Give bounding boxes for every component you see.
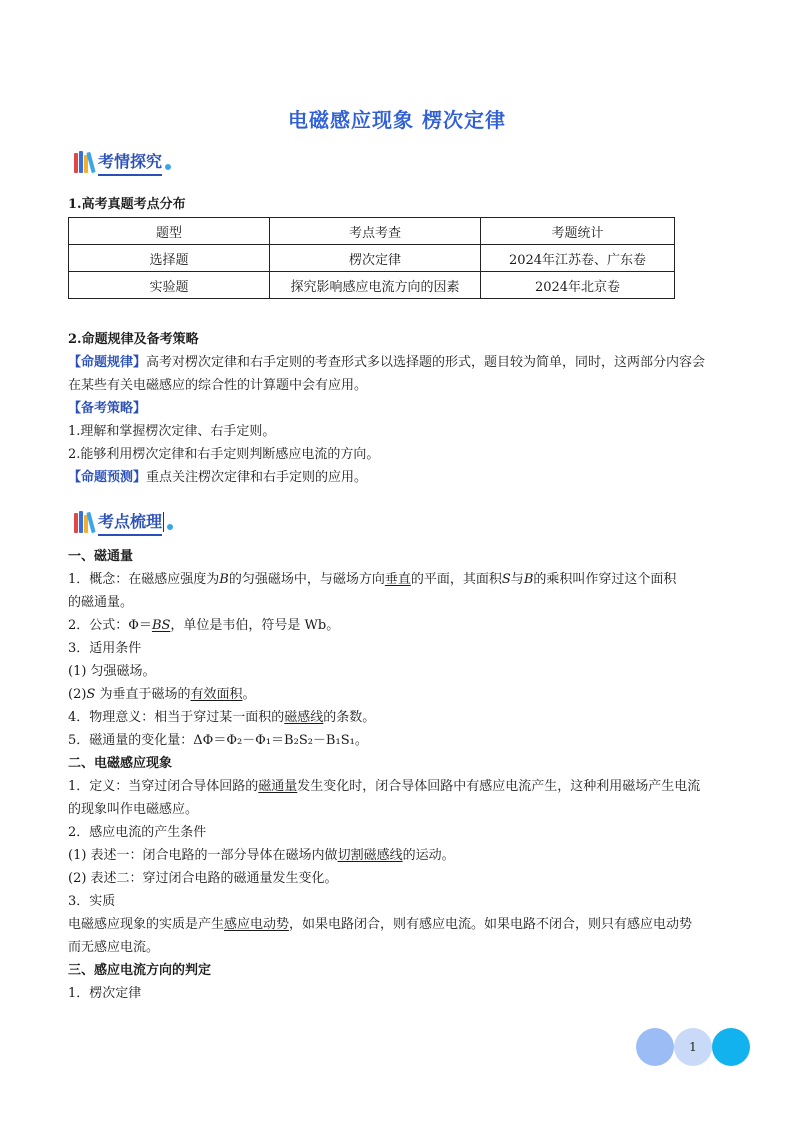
induction-cond-1: (1) 表述一：闭合电路的一部分导体在磁场内做切割磁感线的运动。: [68, 848, 455, 863]
induction-cond-2: (2) 表述二：穿过闭合电路的磁通量发生变化。: [68, 871, 338, 886]
dot-icon: [165, 164, 171, 170]
page-number-badge: [636, 1028, 752, 1066]
direction-item: 1．楞次定律: [68, 986, 142, 1001]
books-icon: [74, 151, 94, 173]
flux-condition-2: (2)S 为垂直于磁场的有效面积。: [68, 687, 256, 702]
badge-circle-left: [636, 1028, 674, 1066]
strategy-block: [68, 328, 732, 489]
prep-item: 1.理解和掌握楞次定律、右手定则。: [68, 424, 276, 439]
table-row: [69, 245, 675, 272]
dot-icon: [167, 524, 173, 530]
induction-cond: 2．感应电流的产生条件: [68, 825, 207, 840]
induction-def-cont: 的现象叫作电磁感应。: [68, 802, 199, 817]
table-cell: 2024年北京卷: [481, 272, 675, 299]
flux-condition: 3．适用条件: [68, 641, 142, 656]
section-head-kaodian: [74, 509, 173, 535]
induction-heading: 二、电磁感应现象: [68, 756, 173, 771]
rule-text-2: 在某些有关电磁感应的综合性的计算题中会有应用。: [68, 378, 368, 393]
section-head-kaoqing: [74, 149, 171, 175]
strategy-heading: 2.命题规律及备考策略: [68, 332, 199, 347]
forecast-text: 重点关注楞次定律和右手定则的应用。: [146, 470, 368, 485]
page-title: 电磁感应现象 楞次定律: [288, 108, 506, 132]
table-cell: 探究影响感应电流方向的因素: [270, 272, 481, 299]
prep-tag: 【备考策略】: [68, 401, 147, 416]
table-cell: 楞次定律: [270, 245, 481, 272]
books-icon: [74, 511, 94, 533]
forecast-paragraph: [68, 466, 732, 489]
table-header: 考题统计: [481, 218, 675, 245]
prep-item: 2.能够利用楞次定律和右手定则判断感应电流的方向。: [68, 447, 380, 462]
flux-heading: 一、磁通量: [68, 549, 134, 564]
table-cell: 选择题: [69, 245, 270, 272]
rule-text: 高考对楞次定律和右手定则的考查形式多以选择题的形式，题目较为简单，同时，这两部分内容会: [146, 355, 706, 370]
content-block: [68, 545, 732, 1005]
flux-meaning: 4．物理意义：相当于穿过某一面积的磁感线的条数。: [68, 710, 376, 725]
forecast-tag: 【命题预测】: [68, 470, 147, 485]
table-header: 考点考查: [270, 218, 481, 245]
section-label-kaoqing: 考情探究: [98, 149, 162, 176]
rule-tag: 【命题规律】: [68, 355, 147, 370]
induction-essence: 3．实质: [68, 894, 116, 909]
page-number: 1: [689, 1040, 697, 1054]
flux-concept: 1．概念：在磁感应强度为B的匀强磁场中，与磁场方向垂直的平面，其面积S与B的乘积叫作穿过这个面积: [68, 572, 677, 587]
table-header: 题型: [69, 218, 270, 245]
induction-essence-text: 电磁感应现象的实质是产生感应电动势，如果电路闭合，则有感应电流。如果电路不闭合，则只有感应电动势: [68, 917, 693, 932]
flux-change: 5．磁通量的变化量：ΔΦ＝Φ₂－Φ₁＝B₂S₂－B₁S₁。: [68, 733, 368, 748]
table-row: [69, 272, 675, 299]
distribution-heading: 1.高考真题考点分布: [68, 197, 186, 212]
table-header-row: [69, 218, 675, 245]
flux-formula: 2．公式：Φ＝BS，单位是韦伯，符号是 Wb。: [68, 618, 340, 633]
section-label-kaodian: 考点梳理: [98, 509, 162, 536]
flux-concept-cont: 的磁通量。: [68, 595, 134, 610]
text-cursor: [163, 512, 164, 532]
rule-paragraph: [68, 351, 732, 374]
induction-def: 1．定义：当穿过闭合导体回路的磁通量发生变化时，闭合导体回路中有感应电流产生，这种利用磁场产生电流: [68, 779, 701, 794]
table-cell: 2024年江苏卷、广东卷: [481, 245, 675, 272]
exam-stats-table: [68, 217, 675, 299]
badge-circle-right: [712, 1028, 750, 1066]
flux-condition-1: (1) 匀强磁场。: [68, 664, 156, 679]
table-cell: 实验题: [69, 272, 270, 299]
induction-essence-cont: 而无感应电流。: [68, 940, 160, 955]
direction-heading: 三、感应电流方向的判定: [68, 963, 212, 978]
